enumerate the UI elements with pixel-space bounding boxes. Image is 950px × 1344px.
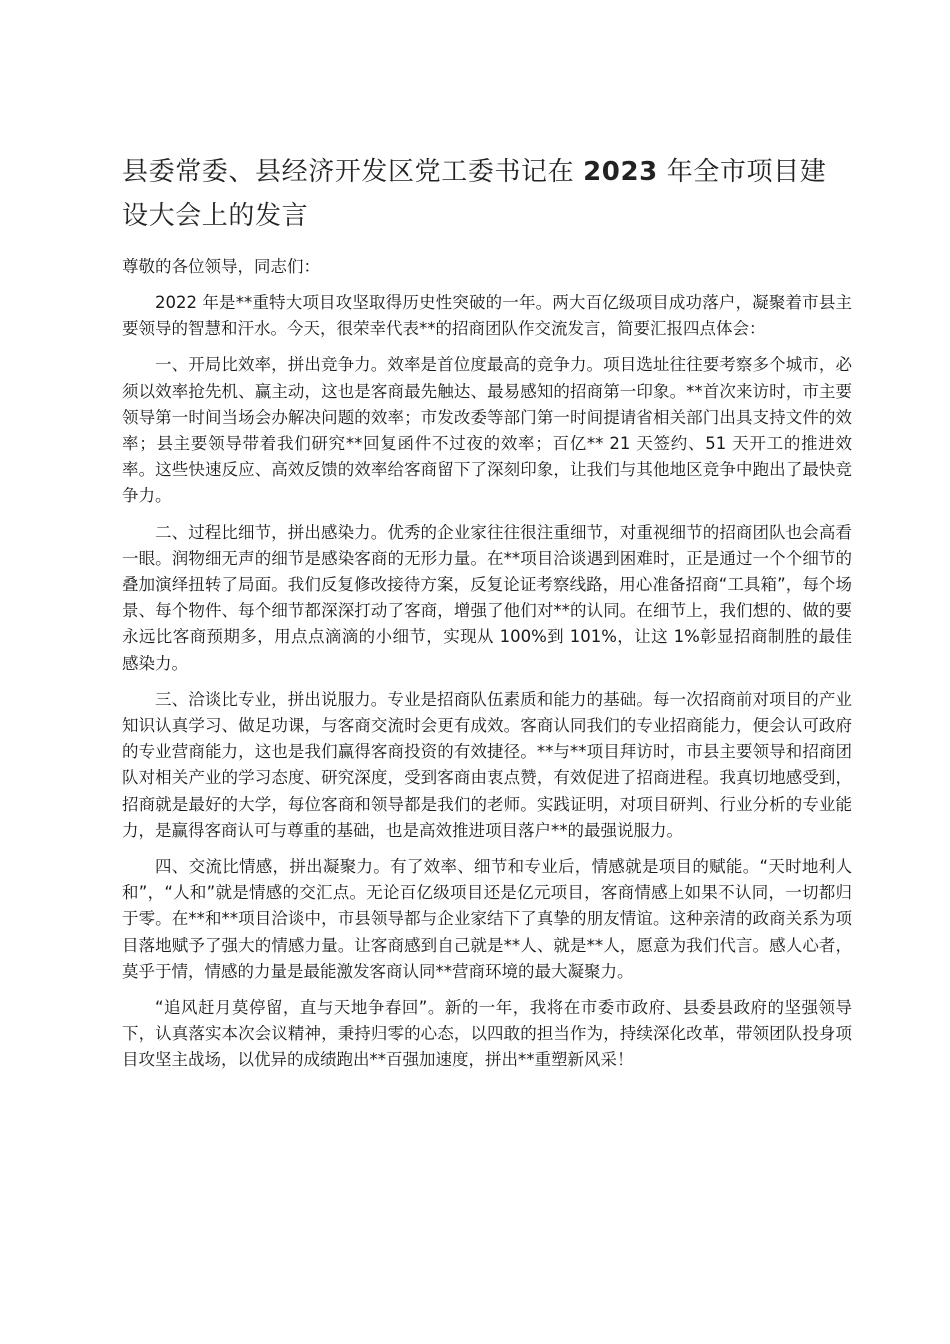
paragraph-emotion: 四、交流比情感，拼出凝聚力。有了效率、细节和专业后，情感就是项目的赋能。“天时地利人和”，“人和”就是情感的交汇点。无论百亿级项目还是亿元项目，客商情感上如果不认同，一切都归于零。在**和**项目洽谈中，市县领导都与企业家结下了真挚的朋友情谊。这种亲清的政商关系为项目落地赋予了强大的情感力量。让客商感到自己就是**人、就是**人，愿意为我们代言。感人心者，莫乎于情，情感的力量是最能激发客商认同**营商环境的最大凝聚力。	[122, 857, 852, 981]
paragraph-professionalism: 三、洽谈比专业，拼出说服力。专业是招商队伍素质和能力的基础。每一次招商前对项目的产业知识认真学习、做足功课，与客商交流时会更有成效。客商认同我们的专业招商能力，便会认可政府的专业营商能力，这也是我们赢得客商投资的有效捷径。**与**项目拜访时，市县主要领导和招商团队对相关产业的学习态度、研究深度，受到客商由衷点赞，有效促进了招商进程。我真切地感受到，招商就是最好的大学，每位客商和领导都是我们的老师。实践证明，对项目研判、行业分析的专业能力，是赢得客商认可与尊重的基础，也是高效推进项目落户**的最强说服力。	[122, 689, 852, 840]
paragraph-details: 二、过程比细节，拼出感染力。优秀的企业家往往很注重细节，对重视细节的招商团队也会高看一眼。润物细无声的细节是感染客商的无形力量。在**项目洽谈遇到困难时，正是通过一个个细节的叠加演绎扭转了局面。我们反复修改接待方案，反复论证考察线路，用心准备招商“工具箱”，每个场景、每个物件、每个细节都深深打动了客商，增强了他们对**的认同。在细节上，我们想的、做的要永远比客商预期多，用点点滴滴的小细节，实现从 100%到 101%，让这 1%彰显招商制胜的最佳感染力。	[122, 522, 852, 673]
title-year: 2023	[583, 157, 658, 187]
salutation: 尊敬的各位领导，同志们：	[122, 257, 320, 276]
paragraph-intro: 2022 年是**重特大项目攻坚取得历史性突破的一年。两大百亿级项目成功落户，凝聚着市县主要领导的智慧和汗水。今天，很荣幸代表**的招商团队作交流发言，简要汇报四点体会：	[122, 293, 852, 339]
document-page	[122, 150, 852, 1084]
paragraph-efficiency: 一、开局比效率，拼出竞争力。效率是首位度最高的竞争力。项目选址往往要考察多个城市，必须以效率抢先机、赢主动，这也是客商最先触达、最易感知的招商第一印象。**首次来访时，市主要领导第一时间当场会办解决问题的效率；市发改委等部门第一时间提请省相关部门出具支持文件的效率；县主要领导带着我们研究**回复函件不过夜的效率；百亿** 21 天签约、51 天开工的推进效率。这些快速反应、高效反馈的效率给客商留下了深刻印象，让我们与其他地区竞争中跑出了最快竞争力。	[122, 355, 852, 506]
title-text-part1: 县委常委、县经济开发区党工委书记在	[122, 157, 584, 187]
document-title	[122, 150, 852, 238]
paragraph-closing: “追风赶月莫停留，直与天地争春回”。新的一年，我将在市委市政府、县委县政府的坚强领导下，认真落实本次会议精神，秉持归零的心态，以四敢的担当作为，持续深化改革，带领团队投身项目攻坚主战场，以优异的成绩跑出**百强加速度，拼出**重塑新风采！	[122, 998, 852, 1070]
title-text-part2: 年全市项目建设大会上的发言	[122, 157, 827, 231]
